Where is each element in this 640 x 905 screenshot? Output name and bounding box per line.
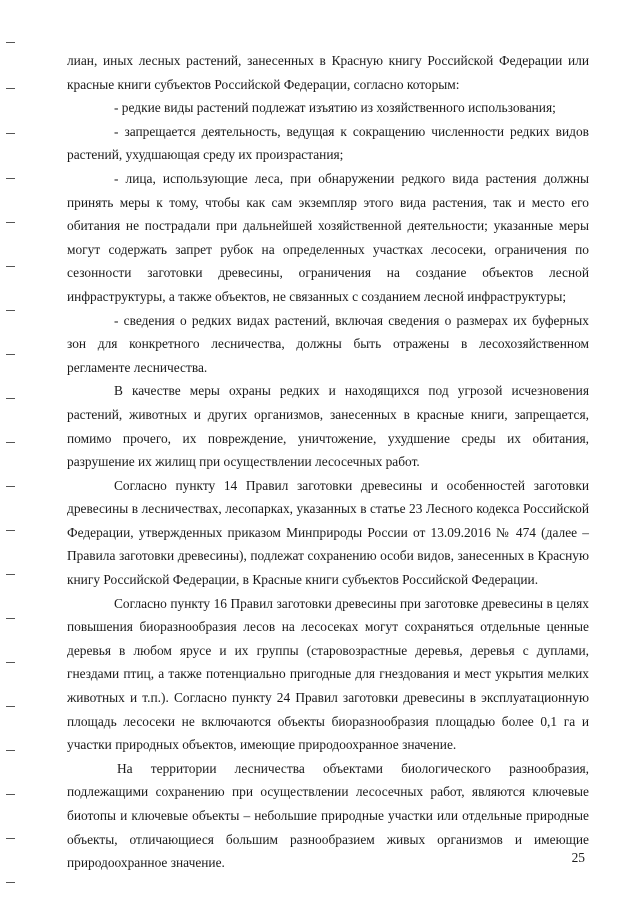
margin-tick	[6, 882, 15, 883]
document-body	[67, 49, 589, 875]
paragraph-rule-14: Согласно пункту 14 Правил заготовки древесины и особенностей заготовки древесины в лесничествах, лесопарках, указанных в статье 23 Лесного кодекса Российской Федерации, утвержденных приказом Минприроды России от 13.09.2016 № 474 (далее – Правила заготовки древесины), подлежат сохранению особи видов, занесенных в Красную книгу Российской Федерации, в Красные книги субъектов Российской Федерации.	[67, 477, 589, 588]
paragraph-list-item-3: - лица, использующие леса, при обнаружении редкого вида растения должны принять меры к тому, чтобы как сам экземпляр этого вида растения, так и место его обитания не пострадали при дальнейшей хозяйственной деятельности; указанные меры могут содержать запрет рубок на определенных участках лесосеки, ограничения по сезонности заготовки древесины, ограничения на создание объектов лесной инфраструктуры, а также объектов, не связанных с созданием лесной инфраструктуры;	[67, 170, 589, 304]
paragraph-continuation: лиан, иных лесных растений, занесенных в Красную книгу Российской Федерации или красные книги субъектов Российской Федерации, согласно которым:	[67, 53, 589, 92]
paragraph-list-item-2: - запрещается деятельность, ведущая к сокращению численности редких видов растений, ухудшающая среду их произрастания;	[67, 123, 589, 163]
margin-tick	[6, 794, 15, 795]
margin-tick	[6, 442, 15, 443]
margin-tick	[6, 266, 15, 267]
margin-tick	[6, 574, 15, 575]
margin-tick	[6, 530, 15, 531]
margin-tick	[6, 398, 15, 399]
margin-tick	[6, 42, 15, 43]
paragraph-key-biotopes: На территории лесничества объектами биологического разнообразия, подлежащими сохранению при осуществлении лесосечных работ, являются ключевые биотопы и ключевые объекты – небольшие природные участки или отдельные природные объекты, отличающиеся большим разнообразием живых организмов и имеющие природоохранное значение.	[67, 760, 589, 871]
margin-tick	[6, 706, 15, 707]
margin-tick	[6, 222, 15, 223]
paragraph-protection-measures: В качестве меры охраны редких и находящихся под угрозой исчезновения растений, животных и других организмов, занесенных в красные книги, запрещается, помимо прочего, их повреждение, уничтожение, ухудшение среды их обитания, разрушение их жилищ при осуществлении лесосечных работ.	[67, 383, 589, 470]
paragraph-rule-16: Согласно пункту 16 Правил заготовки древесины при заготовке древесины в целях повышения биоразнообразия лесов на лесосеках могут сохраняться отдельные ценные деревья в любом ярусе и их группы (старовозрастные деревья, деревья с дуплами, гнездами птиц, а также потенциально пригодные для гнездования и мест укрытия мелких животных и т.п.). Согласно пункту 24 Правил заготовки древесины в эксплуатационную площадь лесосеки не включаются объекты биоразнообразия площадью более 0,1 га и участки природных объектов, имеющие природоохранное значение.	[67, 595, 589, 753]
margin-tick	[6, 838, 15, 839]
paragraph-list-item-1: - редкие виды растений подлежат изъятию из хозяйственного использования;	[114, 100, 556, 116]
margin-tick	[6, 88, 15, 89]
margin-tick	[6, 178, 15, 179]
margin-tick	[6, 133, 15, 134]
margin-tick	[6, 750, 15, 751]
margin-tick	[6, 618, 15, 619]
page-number: 25	[571, 850, 585, 865]
margin-tick	[6, 310, 15, 311]
paragraph-list-item-4: - сведения о редких видах растений, включая сведения о размерах их буферных зон для конкретного лесничества, должны быть отражены в лесохозяйственном регламенте лесничества.	[67, 312, 589, 375]
margin-tick	[6, 486, 15, 487]
margin-tick	[6, 662, 15, 663]
margin-tick	[6, 354, 15, 355]
binding-margin-marks	[0, 0, 20, 905]
